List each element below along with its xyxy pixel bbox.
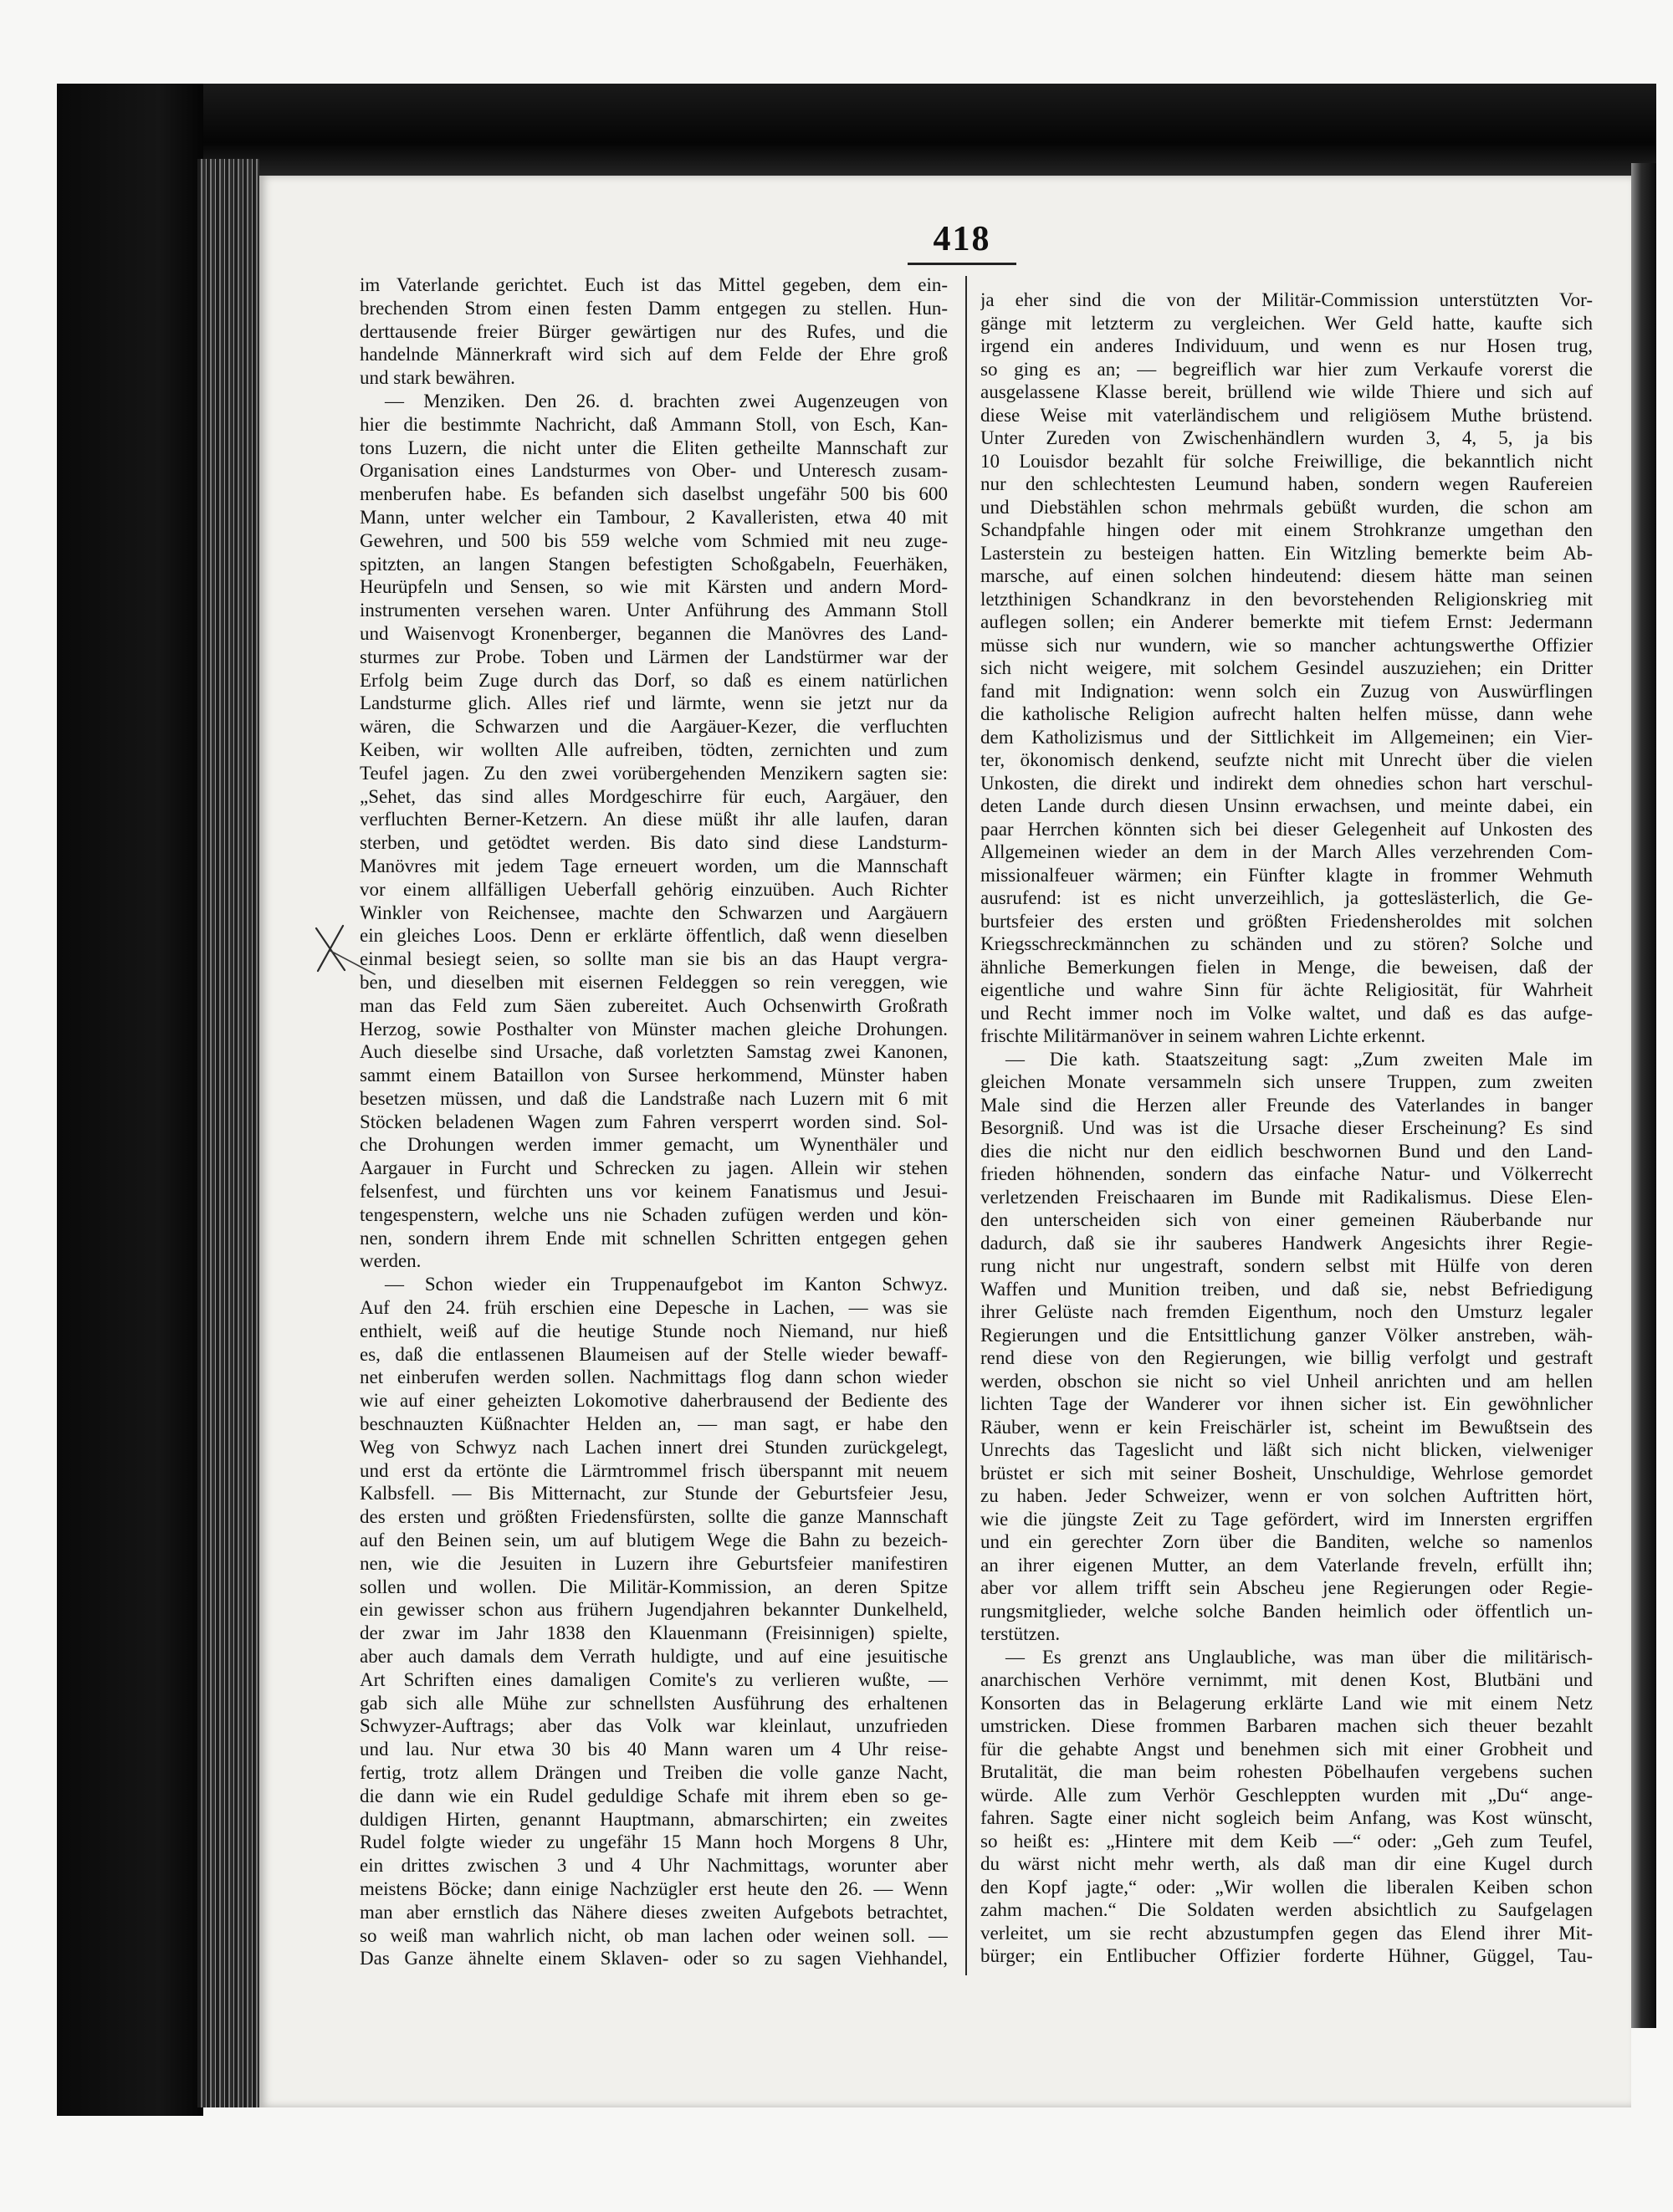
text-line: sterben, und getödtet werden. Bis dato sind diese Landsturm- — [360, 832, 948, 854]
text-line: — Die kath. Staatszeitung sagt: „Zum zweiten Male im — [1005, 1048, 1593, 1070]
text-line: dies die nicht nur den eidlich beschwornen Bund und den Land- — [980, 1140, 1593, 1162]
text-line: Gewehren, und 500 bis 559 welche vom Schmied mit neu zuge- — [360, 529, 948, 551]
text-line: hier die bestimmte Nachricht, daß Ammann Stoll, von Esch, Kan- — [360, 413, 948, 435]
text-line: Konsorten das in Belagerung erklärte Land wie mit einem Netz — [980, 1692, 1593, 1714]
text-line: 10 Louisdor bezahlt für solche Freiwillige, die bekanntlich nicht — [980, 450, 1593, 472]
paragraph — [360, 273, 948, 390]
column-divider — [965, 276, 967, 1975]
text-line: werden. — [360, 1250, 422, 1272]
text-line: handelnde Männerkraft wird sich auf dem Felde der Ehre groß — [360, 344, 948, 365]
text-line: den Kopf jagte,“ oder: „Wir wollen die liberalen Keiben schon — [980, 1876, 1593, 1898]
text-line: Erfolg beim Zuge durch das Dorf, so daß es einem natürlichen — [360, 669, 948, 691]
text-line: zu haben. Jeder Schweizer, wenn er von solchen Auftritten hört, — [980, 1485, 1593, 1506]
text-line: aber auch damals dem Verrath huldigte, und auf eine jesuitische — [360, 1646, 948, 1668]
text-line: — Menziken. Den 26. d. brachten zwei Augenzeugen von — [385, 390, 948, 411]
text-line: dadurch, daß sie ihr sauberes Handwerk Angesichts ihrer Regie- — [980, 1232, 1593, 1254]
text-line: beschnauzten Küßnachter Helden an, — man sagt, er habe den — [360, 1413, 948, 1435]
text-line: einmal besiegt seien, so sollte man sie bis an das Haupt vergra- — [360, 948, 948, 970]
text-line: müsse sich nur wundern, wie so mancher achtungswerthe Offizier — [980, 634, 1593, 656]
text-line: Lasterstein zu besteigen hatten. Ein Witzling bemerkte beim Ab- — [980, 542, 1593, 564]
text-line: Unkosten, die direkt und indirekt dem ohnedies schon hart verschul- — [980, 772, 1593, 794]
text-line: sammt einem Bataillon von Sursee herkommend, Münster haben — [360, 1065, 948, 1086]
text-line: des ersten und größten Friedensfürsten, sollte die ganze Mannschaft — [360, 1506, 948, 1528]
text-line: die katholische Religion aufrecht halten helfen müsse, dann wehe — [980, 703, 1593, 724]
scan-border-top — [57, 84, 1656, 182]
text-line: Mann, unter welcher ein Tambour, 2 Kavalleristen, etwa 40 mit — [360, 506, 948, 528]
text-line: du wärst nicht mehr werth, als daß man dir eine Kugel durch — [980, 1853, 1593, 1874]
text-line: Räuber, wenn er kein Freischärler ist, scheint im Bewußtsein des — [980, 1416, 1593, 1438]
text-line: missionalfeuer wärmen; ein Fünfter klagte in frommer Wehmuth — [980, 864, 1593, 886]
text-line: irgend ein anderes Individuum, und wenn es nur Hosen trug, — [980, 335, 1593, 356]
text-line: aber vor allem trifft sein Abscheu jene Regierungen oder Regie- — [980, 1577, 1593, 1598]
text-line: nur den schlechtesten Leumund haben, sondern wegen Raufereien — [980, 473, 1593, 494]
text-line: fand mit Indignation: wenn solch ein Zuzug von Auswürflingen — [980, 680, 1593, 702]
text-line: wie die jüngste Zeit zu Tage gefördert, wird im Innersten ergriffen — [980, 1508, 1593, 1530]
text-line: Kalbsfell. — Bis Mitternacht, zur Stunde der Geburtsfeier Jesu, — [360, 1483, 948, 1504]
text-line: Besorgniß. Und was ist die Ursache dieser Erscheinung? Es sind — [980, 1117, 1593, 1138]
text-line: instrumenten versehen waren. Unter Anführung des Ammann Stoll — [360, 600, 948, 621]
text-line: Auch dieselbe sind Ursache, daß vorletzten Samstag zwei Kanonen, — [360, 1041, 948, 1063]
text-line: Das Ganze ähnelte einem Sklaven- oder so zu sagen Viehhandel, — [360, 1948, 948, 1969]
text-line: — Es grenzt ans Unglaubliche, was man über die militärisch- — [1005, 1646, 1593, 1668]
text-line: ein gewisser schon aus frühern Jugendjahren bekannter Dunkelheld, — [360, 1599, 948, 1621]
text-line: auf den Beinen sein, um auf blutigem Wege die Bahn zu bezeich- — [360, 1530, 948, 1551]
text-line: Schwyzer-Auftrags; aber das Volk war kleinlaut, unzufrieden — [360, 1715, 948, 1737]
text-line: sollen und wollen. Die Militär-Kommission, an deren Spitze — [360, 1576, 948, 1597]
text-line: Organisation eines Landsturmes von Ober- und Unteresch zusam- — [360, 460, 948, 482]
text-line: Weg von Schwyz nach Lachen innert drei Stunden zurückgelegt, — [360, 1436, 948, 1458]
text-line: tons Luzern, die nicht unter die Eliten getheilte Mannschaft zur — [360, 437, 948, 458]
paragraph — [980, 1646, 1593, 1968]
text-line: verfluchten Berner-Ketzern. An diese müßt ihr alle laufen, daran — [360, 809, 948, 830]
text-column-left — [360, 273, 948, 1970]
text-line: eigentliche und wahre Sinn für ächte Religiosität, für Wahrheit — [980, 979, 1593, 1000]
text-line: ähnliche Bemerkungen fielen in Menge, die beweisen, daß der — [980, 956, 1593, 978]
text-line: man aber ernstlich das Nähere dieses zweiten Aufgebots betrachtet, — [360, 1901, 948, 1923]
text-line: so ging es an; — begreiflich war hier zum Verkaufe vorerst die — [980, 358, 1593, 380]
margin-cross-mark — [301, 916, 385, 987]
text-line: und Diebstählen schon mehrmals gebüßt wurden, die schon am — [980, 496, 1593, 518]
paragraph — [360, 1273, 948, 1970]
text-line: und stark bewähren. — [360, 367, 515, 389]
text-line: würde. Alle zum Verhör Geschleppten wurden mit „Du“ ange- — [980, 1784, 1593, 1806]
text-line: so heißt es: „Hintere mit dem Keib —“ oder: „Geh zum Teufel, — [980, 1830, 1593, 1852]
text-line: Stöcken beladenen Wagen zum Fahren versperrt worden sind. Sol- — [360, 1111, 948, 1132]
text-line: wie auf einer geheizten Lokomotive daherbrausend der Bediente des — [360, 1390, 948, 1412]
text-line: terstützen. — [980, 1623, 1061, 1644]
text-line: net einberufen werden sollen. Nachmittags flog dann schon wieder — [360, 1367, 948, 1388]
text-line: und ein gerechter Zorn über die Banditen, welche so namenlos — [980, 1531, 1593, 1552]
text-line: man das Feld zum Säen zubereitet. Auch Ochsenwirth Großrath — [360, 994, 948, 1016]
text-line: es, daß die entlassenen Blaumeisen auf der Stelle wieder bewaff- — [360, 1343, 948, 1365]
text-line: gab sich alle Mühe zur schnellsten Ausführung des erhaltenen — [360, 1692, 948, 1714]
text-line: Manövres mit jedem Tage erneuert worden, um die Mannschaft — [360, 855, 948, 876]
text-line: felsenfest, und fürchten uns vor keinem Fanatismus und Jesui- — [360, 1181, 948, 1203]
text-line: burtsfeier des ersten und größten Friedensheroldes mit solchen — [980, 910, 1593, 932]
text-line: gleichen Monate versammeln sich unsere Truppen, zum zweiten — [980, 1071, 1593, 1092]
paragraph — [980, 289, 1593, 1048]
text-line: Unrechts das Tageslicht und läßt sich nicht blicken, vielweniger — [980, 1439, 1593, 1460]
text-line: fahren. Sagte einer nicht sogleich beim Anfang, was Kost wünscht, — [980, 1807, 1593, 1828]
text-line: deten Lande durch diesen Unsinn erwachsen, und meinte dabei, ein — [980, 795, 1593, 816]
text-line: brüstet er sich mit seiner Bosheit, Unschuldige, Wehrlose gemordet — [980, 1462, 1593, 1484]
text-line: so weiß man wahrlich nicht, ob man lachen oder weinen soll. — — [360, 1924, 948, 1946]
text-line: brechenden Strom einen festen Damm entgegen zu stellen. Hun- — [360, 297, 948, 319]
text-line: anarchischen Verhöre vernimmt, mit denen Kost, Blutbäni und — [980, 1669, 1593, 1690]
text-line: lichten Tage der Wanderer vor ihnen sicher ist. Ein gewöhnlicher — [980, 1393, 1593, 1414]
text-line: bürger; ein Entlibucher Offizier forderte Hühner, Güggel, Tau- — [980, 1945, 1593, 1966]
paragraph — [980, 1048, 1593, 1646]
text-line: dem Katholizismus und der Sittlichkeit im Allgemeinen; ein Vier- — [980, 726, 1593, 748]
text-line: Allgemeinen wieder an dem in der March Alles verzehrenden Com- — [980, 841, 1593, 862]
text-line: Heurüpfeln und Sensen, so wie mit Kärsten und andern Mord- — [360, 576, 948, 598]
text-line: derttausende freier Bürger gewärtigen nur des Rufes, und die — [360, 320, 948, 342]
text-line: sturmes zur Probe. Toben und Lärmen der Landstürmer war der — [360, 646, 948, 667]
text-line: duldigen Hirten, genannt Hauptmann, abmarschirten; ein zweites — [360, 1808, 948, 1830]
text-line: Aargauer in Furcht und Schrecken zu jagen. Allein wir stehen — [360, 1157, 948, 1179]
text-line: verletzenden Freischaaren im Bunde mit Radikalismus. Diese Elen- — [980, 1186, 1593, 1208]
text-line: Rudel folgte wieder zu ungefähr 15 Mann hoch Morgens 8 Uhr, — [360, 1831, 948, 1853]
text-line: Keiben, wir wollten Alle aufreiben, tödten, zernichten und zum — [360, 738, 948, 760]
book-page-edges — [197, 159, 259, 2107]
text-line: Brutalität, die man beim rohesten Pöbelhaufen vergebens suchen — [980, 1761, 1593, 1782]
text-line: letzthinigen Schandkranz in den bevorstehenden Religionskrieg mit — [980, 588, 1593, 610]
text-line: che Drohungen werden immer gemacht, um Wynenthäler und — [360, 1134, 948, 1156]
text-line: frieden höhnenden, sondern das einfache Natur- und Völkerrecht — [980, 1163, 1593, 1184]
header-rule — [908, 263, 1016, 265]
text-line: sich nicht weigere, mit solchem Gesindel auszuziehen; ein Dritter — [980, 657, 1593, 678]
text-line: umstricken. Diese frommen Barbaren machen sich theuer bezahlt — [980, 1715, 1593, 1736]
text-line: „Sehet, das sind alles Mordgeschirre für euch, Aargäuer, den — [360, 785, 948, 807]
text-line: ausrufend: ist es nicht unverzeihlich, ja gotteslästerlich, die Ge- — [980, 887, 1593, 908]
text-line: frischte Militärmanöver in seinem wahren Lichte erkennt. — [980, 1025, 1425, 1046]
text-line: die dann wie ein Rudel geduldige Schafe mit ihrem eben so ge- — [360, 1785, 948, 1806]
text-line: menberufen habe. Es befanden sich daselbst ungefähr 500 bis 600 — [360, 483, 948, 505]
text-line: verleitet, um sie recht abzustumpfen gegen das Elend ihrer Mit- — [980, 1922, 1593, 1944]
page-number: 418 — [933, 220, 991, 258]
text-line: ihrer Gelüste nach fremden Eigenthum, noch den Umsturz legaler — [980, 1301, 1593, 1322]
text-line: im Vaterlande gerichtet. Euch ist das Mittel gegeben, dem ein- — [360, 274, 948, 295]
text-line: wären, die Schwarzen und die Aargäuer-Kezer, die verfluchten — [360, 716, 948, 738]
text-line: und erst da ertönte die Lärmtrommel frisch überspannt mit neuem — [360, 1459, 948, 1481]
text-line: den unterscheiden sich von einer gemeinen Räuberbande nur — [980, 1209, 1593, 1230]
text-line: Winkler von Reichensee, machte den Schwarzen und Aargäuern — [360, 902, 948, 923]
text-line: meistens Böcke; dann einige Nachzügler erst heute den 26. — Wenn — [360, 1877, 948, 1899]
text-line: Regierungen und die Entsittlichung ganzer Völker anstreben, wäh- — [980, 1324, 1593, 1346]
text-line: und lau. Nur etwa 30 bis 40 Mann waren um 4 Uhr reise- — [360, 1739, 948, 1760]
text-line: — Schon wieder ein Truppenaufgebot im Kanton Schwyz. — [385, 1274, 948, 1295]
text-line: marsche, auf einen solchen hindeutend: diesem hätte man seinen — [980, 565, 1593, 586]
text-line: paar Herrchen könnten sich bei dieser Gelegenheit auf Unkosten des — [980, 818, 1593, 840]
text-line: enthielt, weiß auf die heutige Stunde noch Niemand, nur hieß — [360, 1320, 948, 1341]
text-line: Waffen und Munition treiben, und daß sie, nebst Befriedigung — [980, 1278, 1593, 1300]
text-line: Art Schriften eines damaligen Comite's zu verlieren wußte, — — [360, 1668, 948, 1690]
scan-border-left — [57, 84, 203, 2116]
text-line: Male sind die Herzen aller Freunde des Vaterlandes in banger — [980, 1094, 1593, 1116]
text-line: nen, sondern ihrem Ende mit schnellen Schritten entgegen gehen — [360, 1227, 948, 1249]
text-line: besetzen müssen, und daß die Landstraße nach Luzern mit 6 mit — [360, 1087, 948, 1109]
text-line: ja eher sind die von der Militär-Commission unterstützten Vor- — [980, 289, 1593, 310]
text-line: und Waisenvogt Kronenberger, begannen die Manövres des Land- — [360, 622, 948, 644]
text-line: Landsturme glich. Alles rief und lärmte, wenn sie jetzt nur da — [360, 692, 948, 714]
text-line: ein gleiches Loos. Denn er erklärte öffentlich, daß wenn dieselben — [360, 925, 948, 947]
text-line: Auf den 24. früh erschien eine Depesche in Lachen, — was sie — [360, 1297, 948, 1319]
text-line: gänge mit letzterm zu vergleichen. Wer Geld hatte, kaufte sich — [980, 312, 1593, 334]
text-line: diese Weise mit vaterländischem und religiösem Muthe brüstend. — [980, 404, 1593, 426]
text-line: ein drittes zwischen 3 und 4 Uhr Nachmittags, worunter aber — [360, 1855, 948, 1877]
text-line: auflegen sollen; ein Anderer bemerkte mit tiefem Ernst: Jedermann — [980, 611, 1593, 632]
text-line: Unter Zureden von Zwischenhändlern wurden 3, 4, 5, ja bis — [980, 427, 1593, 448]
text-line: vor einem allfälligen Ueberfall gehörig einzuüben. Auch Richter — [360, 878, 948, 900]
text-line: der zwar im Jahr 1838 den Klauenmann (Freisinnigen) spielte, — [360, 1622, 948, 1644]
text-line: Herzog, sowie Posthalter von Münster machen gleiche Drohungen. — [360, 1018, 948, 1040]
text-line: werden, obschon sie nicht so viel Unheil anrichten und am hellen — [980, 1370, 1593, 1392]
paragraph — [360, 390, 948, 1273]
text-line: Teufel jagen. Zu den zwei vorübergehenden Menzikern sagten sie: — [360, 762, 948, 784]
text-line: ben, und dieselben mit eisernen Feldeggen so rein vereggen, wie — [360, 971, 948, 993]
text-line: und Recht immer noch im Volke waltet, und daß es das aufge- — [980, 1002, 1593, 1024]
text-line: zahm machen.“ Die Soldaten werden absichtlich zu Saufgelagen — [980, 1899, 1593, 1920]
text-line: rungsmitglieder, welche solche Banden heimlich oder öffentlich un- — [980, 1600, 1593, 1622]
text-line: fertig, trotz allem Drängen und Treiben die volle ganze Nacht, — [360, 1762, 948, 1783]
text-column-right — [980, 289, 1593, 1968]
text-line: rend diese von den Regierungen, wie billig verfolgt und gestraft — [980, 1347, 1593, 1368]
text-line: an ihrer eigenen Mutter, an dem Vaterlande freveln, erfüllt ihn; — [980, 1554, 1593, 1576]
text-line: für die gehabte Angst und benehmen sich mit einer Grobheit und — [980, 1738, 1593, 1760]
text-line: rung nicht nur ungestraft, sondern selbst mit Hülfe von deren — [980, 1255, 1593, 1276]
text-line: ter, ökonomisch denkend, seufzte nicht mit Unrecht über die vielen — [980, 749, 1593, 770]
text-line: spitzten, an langen Stangen befestigten Schoßgabeln, Feuerhäken, — [360, 553, 948, 575]
scan-border-right — [1631, 163, 1656, 2028]
text-line: tengespenstern, welche uns nie Schaden zufügen werden und kön- — [360, 1203, 948, 1225]
text-line: nen, wie die Jesuiten in Luzern ihre Geburtsfeier manifestiren — [360, 1552, 948, 1574]
text-line: Schandpfahle hingen oder mit einem Strohkranze umgethan den — [980, 519, 1593, 540]
text-line: ausgelassene Klasse bereit, brüllend wie wilde Thiere und sich auf — [980, 381, 1593, 402]
text-line: Kriegsschreckmännchen zu schänden und zu stören? Solche und — [980, 933, 1593, 954]
